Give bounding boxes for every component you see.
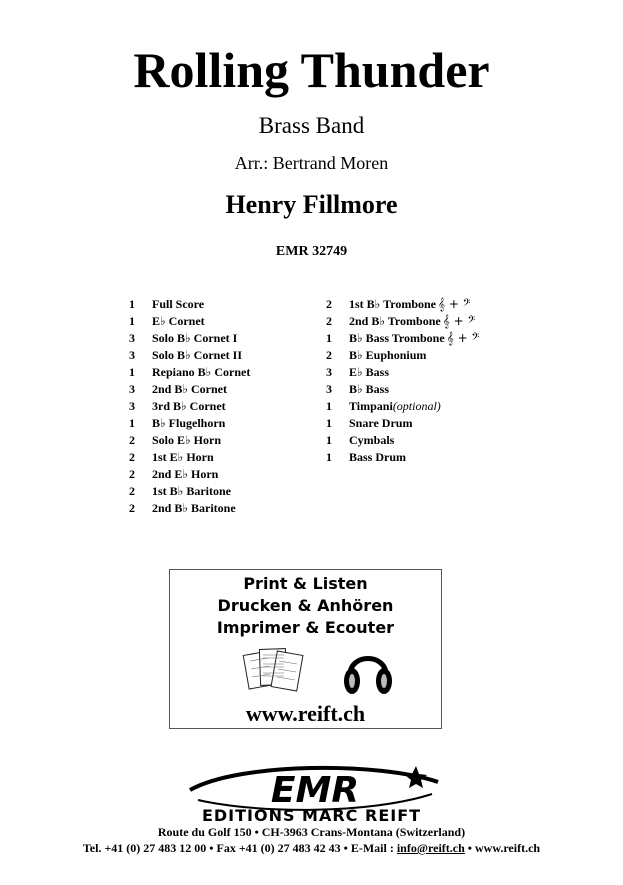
ensemble-subtitle: Brass Band: [258, 113, 365, 138]
part-row: [129, 313, 250, 330]
parts-list-left: [129, 296, 250, 517]
part-name: E♭ Cornet: [152, 314, 205, 328]
part-quantity: 2: [326, 348, 332, 362]
part-name: Bass Drum: [349, 450, 407, 464]
part-row: [129, 330, 250, 347]
part-name: Cymbals: [349, 433, 395, 447]
clef-icons: 𝄞 + 𝄢: [438, 297, 471, 311]
contact-phone-fax: Tel. +41 (0) 27 483 12 00 • Fax +41 (0) 27 483 42 43 • E-Mail :: [82, 841, 397, 855]
part-name: B♭ Euphonium: [349, 348, 427, 362]
publisher-name: EDITIONS MARC REIFT: [201, 806, 422, 825]
part-row: [129, 296, 250, 313]
part-quantity: 2: [129, 484, 135, 498]
part-name: Snare Drum: [349, 416, 413, 430]
print-listen-box: [169, 569, 442, 729]
part-row: [326, 449, 479, 466]
part-row: [326, 330, 479, 347]
part-quantity: 2: [129, 467, 135, 481]
clef-icons: 𝄞 + 𝄢: [446, 331, 480, 345]
part-row: [326, 296, 479, 313]
part-row: [129, 381, 250, 398]
part-row: [326, 432, 479, 449]
part-row: [326, 398, 479, 415]
part-row: [129, 398, 250, 415]
part-name: 3rd B♭ Cornet: [152, 399, 226, 413]
clef-icons: 𝄞 + 𝄢: [442, 314, 476, 328]
email-link[interactable]: info@reift.ch: [396, 841, 465, 855]
parts-list-right: [326, 296, 479, 466]
part-row: [326, 364, 479, 381]
part-row: [129, 466, 250, 483]
part-quantity: 1: [129, 365, 135, 379]
part-name: Repiano B♭ Cornet: [152, 365, 251, 379]
part-row: [326, 415, 479, 432]
part-quantity: 2: [326, 314, 332, 328]
part-quantity: 1: [326, 331, 332, 345]
part-quantity: 3: [129, 348, 135, 362]
part-row: [129, 483, 250, 500]
part-name: Full Score: [152, 297, 205, 311]
part-name: 1st B♭ Trombone: [349, 297, 437, 311]
part-row: [326, 347, 479, 364]
emr-logo-text: EMR: [270, 770, 360, 811]
part-quantity: 3: [129, 382, 135, 396]
part-row: [129, 415, 250, 432]
promo-line-english: Print & Listen: [243, 574, 368, 593]
part-row: [129, 432, 250, 449]
part-name: Solo E♭ Horn: [152, 433, 222, 447]
part-name: B♭ Bass Trombone: [349, 331, 445, 345]
part-quantity: 3: [326, 365, 332, 379]
part-name: B♭ Flugelhorn: [152, 416, 226, 430]
sheet-music-icon: [242, 645, 304, 697]
part-quantity: 1: [129, 416, 135, 430]
part-quantity: 1: [326, 399, 332, 413]
piece-title: Rolling Thunder: [133, 42, 490, 98]
part-quantity: 3: [129, 331, 135, 345]
promo-line-german: Drucken & Anhören: [217, 596, 394, 615]
part-name: 2nd B♭ Baritone: [152, 501, 236, 515]
part-quantity: 2: [129, 433, 135, 447]
part-quantity: 1: [326, 433, 332, 447]
part-name: Timpani: [349, 399, 393, 413]
part-row: [129, 364, 250, 381]
composer-name: Henry Fillmore: [225, 190, 398, 219]
part-quantity: 1: [129, 314, 135, 328]
part-quantity: 2: [129, 501, 135, 515]
part-name: 1st E♭ Horn: [152, 450, 214, 464]
part-name: 2nd E♭ Horn: [152, 467, 219, 481]
part-quantity: 3: [129, 399, 135, 413]
catalog-number: EMR 32749: [275, 244, 348, 259]
part-quantity: 2: [326, 297, 332, 311]
arranger-credit: Arr.: Bertrand Moren: [234, 153, 389, 173]
part-quantity: 3: [326, 382, 332, 396]
part-name: E♭ Bass: [349, 365, 390, 379]
headphones-icon: [342, 643, 394, 699]
part-name: Solo B♭ Cornet II: [152, 348, 242, 362]
part-name: Solo B♭ Cornet I: [152, 331, 238, 345]
part-quantity: 1: [129, 297, 135, 311]
part-row: [326, 381, 479, 398]
promo-line-french: Imprimer & Ecouter: [216, 618, 395, 637]
publisher-address: Route du Golf 150 • CH-3963 Crans-Montana (Switzerland): [157, 825, 466, 839]
contact-website: • www.reift.ch: [464, 841, 541, 855]
promo-website-link[interactable]: www.reift.ch: [245, 701, 366, 726]
part-quantity: 2: [129, 450, 135, 464]
part-row: [326, 313, 479, 330]
part-row: [129, 449, 250, 466]
publisher-contact: [0, 841, 623, 856]
part-name: 2nd B♭ Cornet: [152, 382, 227, 396]
part-name: B♭ Bass: [349, 382, 390, 396]
part-row: [129, 500, 250, 517]
part-row: [129, 347, 250, 364]
part-quantity: 1: [326, 416, 332, 430]
part-note: (optional): [392, 399, 441, 413]
part-name: 2nd B♭ Trombone: [349, 314, 441, 328]
part-quantity: 1: [326, 450, 332, 464]
part-name: 1st B♭ Baritone: [152, 484, 231, 498]
